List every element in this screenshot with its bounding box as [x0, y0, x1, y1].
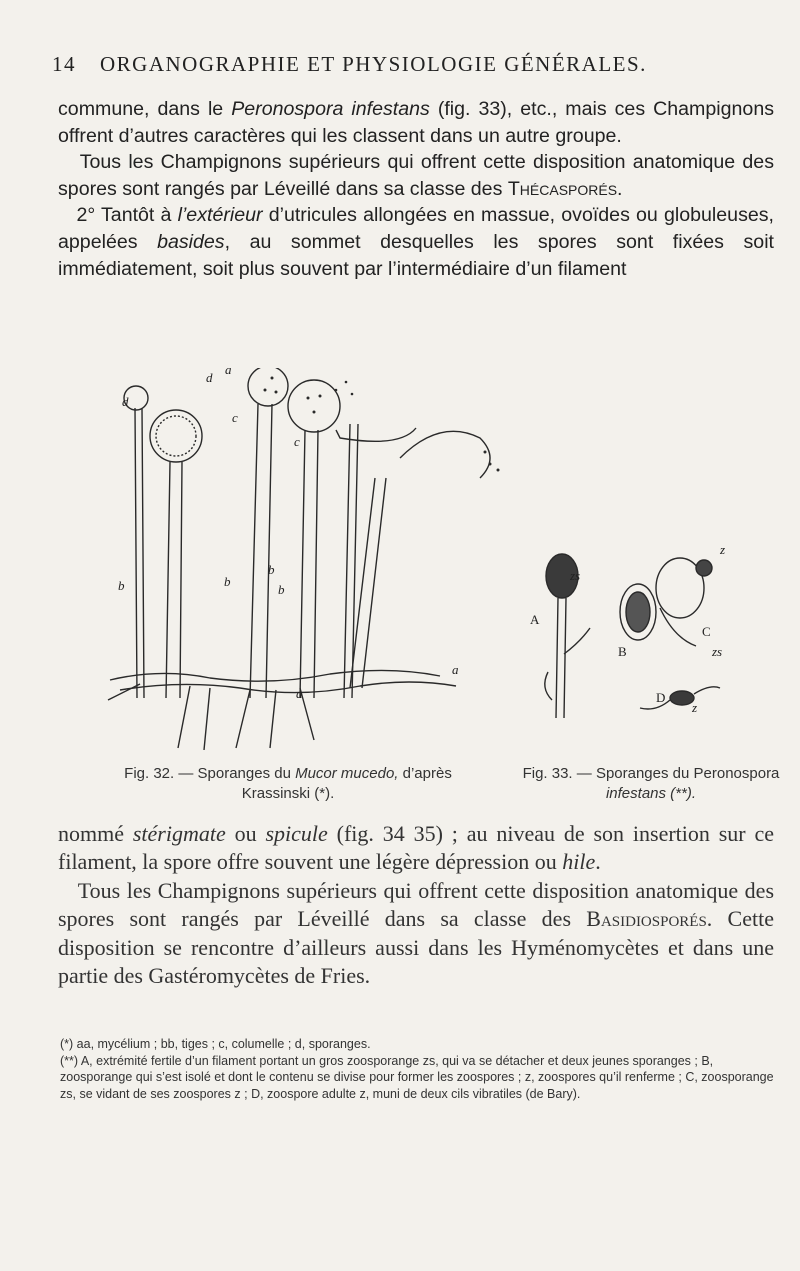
footnote: (*) aa, mycélium ; bb, tiges ; c, columelle ; d, sporanges.: [60, 1037, 371, 1051]
label-a: a: [452, 662, 459, 677]
label-D: D: [656, 690, 666, 705]
text-block-top: [58, 96, 774, 282]
label-c: c: [232, 410, 238, 425]
label-a: a: [296, 686, 303, 701]
paragraph: Tous les Champignons supérieurs qui offrent cette disposition anatomique des spores sont rangés par Léveillé dans sa classe des Thécasporés.: [58, 151, 774, 200]
figure-letters: [118, 368, 725, 715]
label-c: c: [294, 434, 300, 449]
label-zs: zs: [712, 644, 723, 659]
spore-dots: [264, 377, 500, 472]
caption-fig32: Fig. 32. — Sporanges du Mucor mucedo, d’après Krassinski (*).: [124, 765, 452, 802]
sporange-left: [150, 410, 202, 462]
label-B: B: [618, 644, 627, 659]
paragraph: commune, dans le Peronospora infestans (fig. 33), etc., mais ces Champignons offrent d’autres caractères qui les classent dans un autre groupe.: [58, 98, 775, 147]
term-sterigmate: stérigmate: [132, 821, 226, 846]
label-b: b: [268, 562, 275, 577]
label-b: b: [278, 582, 285, 597]
label-z: z: [720, 542, 726, 557]
term-spicule: spicule: [265, 821, 328, 846]
botanical-illustration: [100, 368, 790, 750]
label-a: a: [225, 368, 232, 377]
paragraph: Tous les Champignons supérieurs qui offrent cette disposition anatomique des spores sont rangés par Léveillé dans sa classe des Basidiosporés. Cette disposition se rencontre d’ailleurs aussi dans les Hyménomycètes et dans une partie des Gastéromycètes de Fries.: [58, 877, 775, 989]
page-number: 14: [52, 52, 76, 76]
label-d: d: [206, 370, 213, 385]
footnotes: [60, 1036, 776, 1102]
term-basides: basides: [157, 230, 225, 253]
running-title: ORGANOGRAPHIE ET PHYSIOLOGIE GÉNÉRALES.: [100, 52, 647, 76]
label-C: C: [702, 624, 711, 639]
footnote: (**) A, extrémité fertile d’un filament portant un gros zoosporange zs, qui va se détacher et deux jeunes sporanges ; B, zoosporange qui s’est isolé et dont le contenu se divise pour former les zoospores ; z, zoospores qu’il renferme ; C, zoosporange zs, se vidant de ses zoospores z ; D, zoospore adulte z, muni de deux cils vibratiles (de Bary).: [60, 1053, 774, 1101]
figures-32-33: [100, 368, 790, 750]
paragraph: 2° Tantôt à l’extérieur d’utricules allongées en massue, ovoïdes ou globuleuses, appelées basides, au sommet desquelles les spores sont fixées soit immédiatement, soit plus souvent par l’intermédiaire d’un filament: [58, 204, 775, 280]
label-b: b: [118, 578, 125, 593]
label-z: z: [692, 700, 698, 715]
class-name: Basidiosporés: [586, 906, 707, 932]
label-zs: zs: [570, 568, 581, 583]
caption-fig33: Fig. 33. — Sporanges du Peronospora infestans (**).: [522, 765, 780, 802]
label-b: b: [224, 574, 231, 589]
term-hile: hile: [562, 849, 596, 875]
class-name: Thécasporés: [507, 177, 618, 200]
species-name: Peronospora infestans: [231, 98, 430, 120]
text-block-bottom: [58, 820, 774, 990]
label-d: d: [122, 394, 129, 409]
paragraph: nommé stérigmate ou spicule (fig. 34 35) ; au niveau de son insertion sur ce filament, la spore offre souvent une légère dépression ou hile.: [58, 821, 775, 875]
label-A: A: [530, 612, 540, 627]
